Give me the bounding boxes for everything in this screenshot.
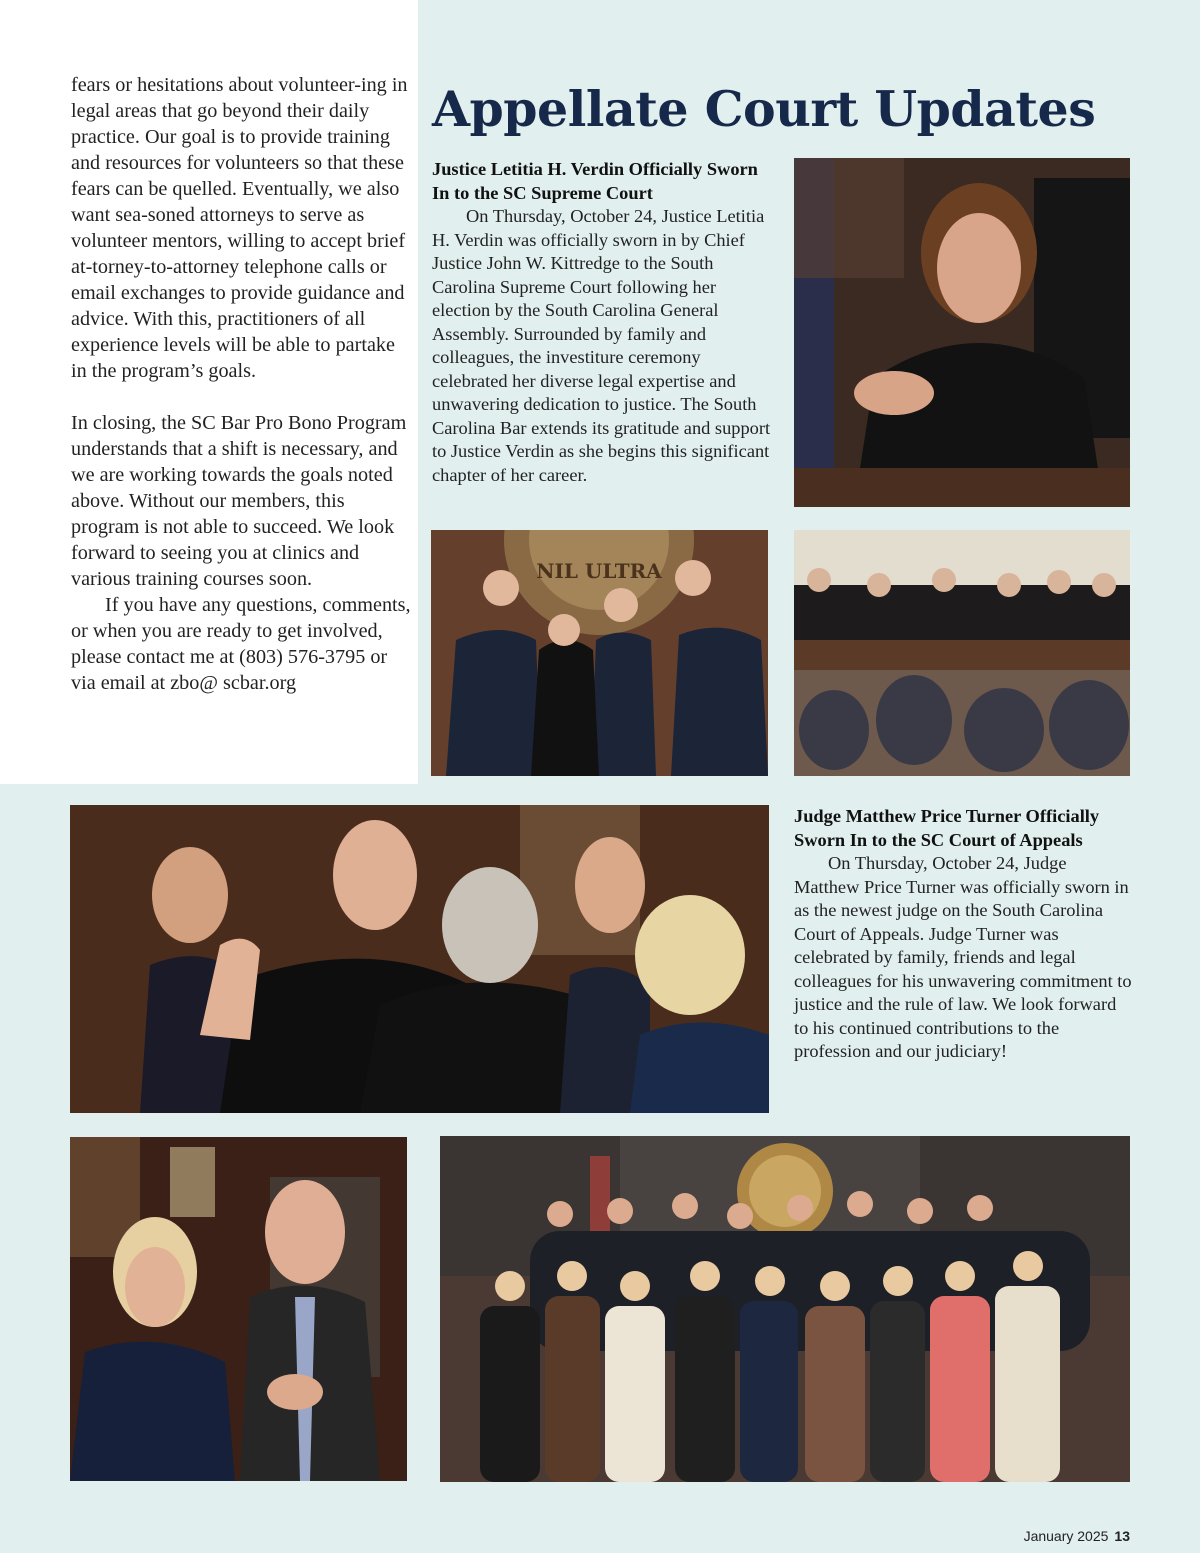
photo-verdin-family-group: [431, 530, 768, 776]
photo-turner-group: [440, 1136, 1130, 1482]
article-verdin-heading: Justice Letitia H. Verdin Officially Sworn In to the SC Supreme Court: [432, 159, 758, 203]
left-paragraph-2: In closing, the SC Bar Pro Bono Program understands that a shift is necessary, and we are working towards the goals noted above. Without our members, this program is not able to succeed. We look forward to seeing you at clinics and various training courses soon.: [71, 412, 407, 590]
page-footer: [1024, 1528, 1130, 1544]
footer-issue: January 2025: [1023, 1528, 1109, 1544]
left-column-text: [71, 72, 411, 696]
photo-turner-conversation: [70, 1137, 407, 1481]
article-turner-heading: Judge Matthew Price Turner Officially Sworn In to the SC Court of Appeals: [794, 806, 1100, 850]
article-turner: [794, 805, 1134, 1064]
left-paragraph-1: fears or hesitations about volunteer-ing in legal areas that go beyond their daily practice. Our goal is to provide training and resources for volunteers so that these fears can be quelled. Eventually, we also want sea-soned attorneys to serve as volunteer mentors, willing to accept brief at-torney-to-attorney telephone calls or email exchanges to provide guidance and advice. With this, practitioners of all experience levels will be able to partake in the program’s goals.: [71, 74, 408, 382]
photo-justice-verdin-applauding: [794, 158, 1130, 507]
page-title: Appellate Court Updates: [432, 80, 1096, 138]
photo-supreme-court-bench: [794, 530, 1130, 776]
article-turner-body: On Thursday, October 24, Judge Matthew Price Turner was officially sworn in as the newest judge on the South Carolina Court of Appeals. Judge Turner was celebrated by family, friends and legal colleagues for his unwavering commitment to justice and the rule of law. We look forward to his continued contributions to the profession and our judiciary!: [794, 853, 1132, 1061]
photo-judge-turner-oath: [70, 805, 769, 1113]
seal-text: NIL ULTRA: [536, 559, 662, 583]
article-verdin-body: On Thursday, October 24, Justice Letitia H. Verdin was officially sworn in by Chief Justice John W. Kittredge to the South Carolina Supreme Court following her election by the South Carolina General Assembly. Surrounded by family and colleagues, the investiture ceremony celebrated her diverse legal expertise and unwavering dedication to justice. The South Carolina Bar extends its gratitude and support to Justice Verdin as she begins this significant chapter of her career.: [432, 206, 771, 485]
footer-page-number: 13: [1114, 1528, 1130, 1544]
article-verdin: [432, 158, 777, 487]
left-paragraph-3: If you have any questions, comments, or when you are ready to get involved, please contact me at (803) 576-3795 or via email at zbo@ scbar.org: [71, 594, 411, 694]
